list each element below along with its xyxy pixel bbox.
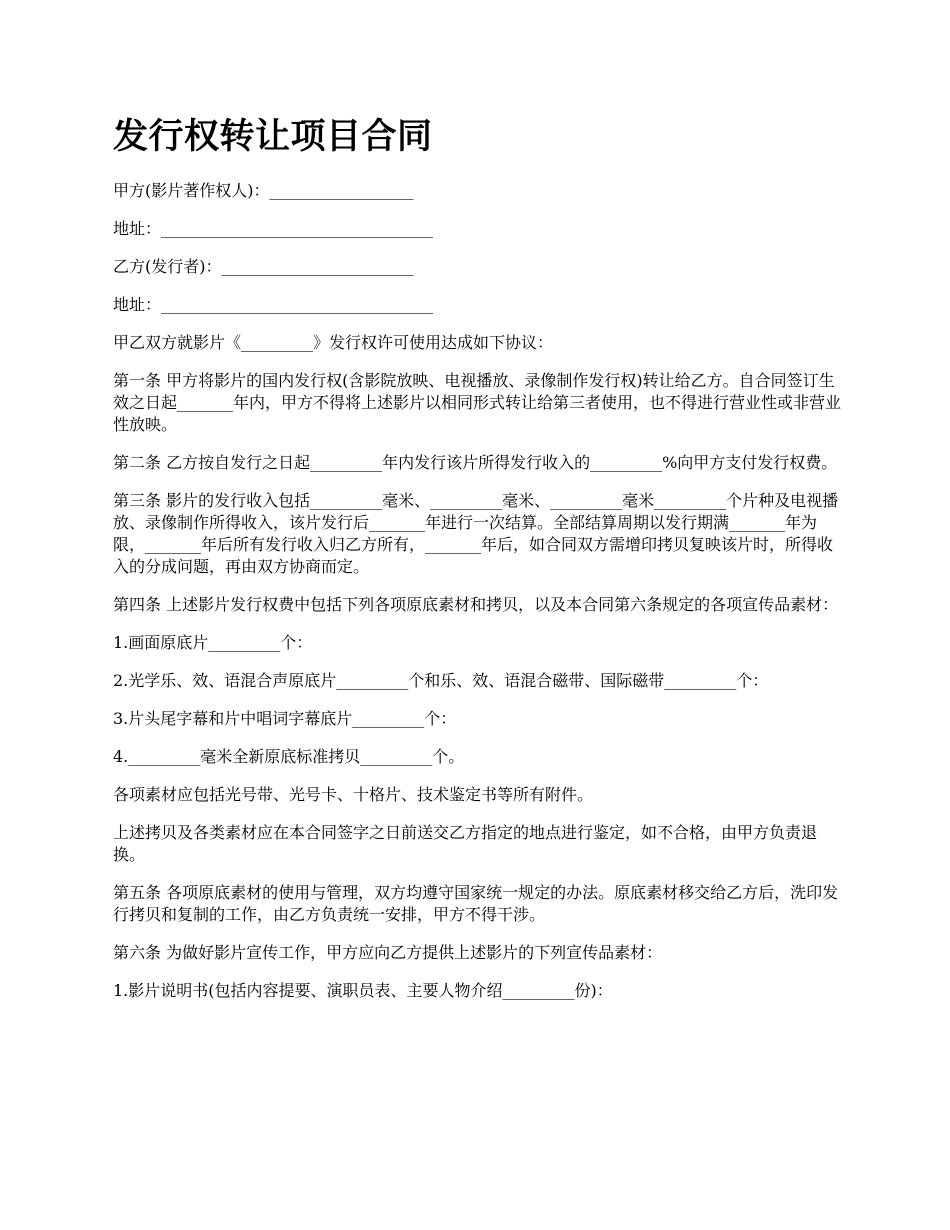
party-b-line: 乙方(发行者)：________________________ bbox=[113, 257, 414, 276]
article-6: 第六条 为做好影片宣传工作，甲方应向乙方提供上述影片的下列宣传品素材： bbox=[113, 943, 663, 962]
article-4-item-2: 2.光学乐、效、语混合声原底片_________个和乐、效、语混合磁带、国际磁带_________个： bbox=[113, 671, 769, 690]
agreement-intro: 甲乙双方就影片《_________》发行权许可使用达成如下协议： bbox=[113, 333, 554, 352]
party-a-address-line: 地址：__________________________________ bbox=[113, 219, 434, 238]
article-2: 第二条 乙方按自发行之日起_________年内发行该片所得发行收入的_________%向甲方支付发行权费。 bbox=[113, 453, 838, 472]
article-6-item-1: 1.影片说明书(包括内容提要、演职员表、主要人物介绍_________份)： bbox=[113, 981, 613, 1000]
article-4-item-4: 4._________毫米全新原底标准拷贝_________个。 bbox=[113, 747, 465, 766]
article-4: 第四条 上述影片发行权费中包括下列各项原底素材和拷贝，以及本合同第六条规定的各项宣传品素材： bbox=[113, 595, 839, 614]
inspection-note: 上述拷贝及各类素材应在本合同签字之日前送交乙方指定的地点进行鉴定，如不合格，由甲方负责退换。 bbox=[113, 823, 818, 864]
party-a-line: 甲方(影片著作权人)：__________________ bbox=[113, 181, 414, 200]
article-1: 第一条 甲方将影片的国内发行权(含影院放映、电视播放、录像制作发行权)转让给乙方。自合同签订生效之日起_______年内，甲方不得将上述影片以相同形式转让给第三者使用，也不得进行营业性或非营业性放映。 bbox=[113, 371, 842, 434]
document-page bbox=[113, 112, 843, 1018]
article-4-item-3: 3.片头尾字幕和片中唱词字幕底片_________个： bbox=[113, 709, 457, 728]
article-3: 第三条 影片的发行收入包括_________毫米、_________毫米、_________毫米_________个片种及电视播放、录像制作所得收入，该片发行后_______年进行一次结算。全部结算周期以发行期满_______年为限，_______年后所有发行收入归乙方所有，_______年后，如合同双方需增印拷贝复映该片时，所得收入的分成问题，再由双方协商而定。 bbox=[113, 491, 839, 576]
article-4-item-1: 1.画面原底片_________个： bbox=[113, 633, 313, 652]
party-b-address-line: 地址：__________________________________ bbox=[113, 295, 434, 314]
materials-attachments-note: 各项素材应包括光号带、光号卡、十格片、技术鉴定书等所有附件。 bbox=[113, 785, 594, 804]
article-5: 第五条 各项原底素材的使用与管理，双方均遵守国家统一规定的办法。原底素材移交给乙方后，洗印发行拷贝和复制的工作，由乙方负责统一安排，甲方不得干涉。 bbox=[113, 883, 839, 924]
document-title: 发行权转让项目合同 bbox=[113, 116, 433, 157]
